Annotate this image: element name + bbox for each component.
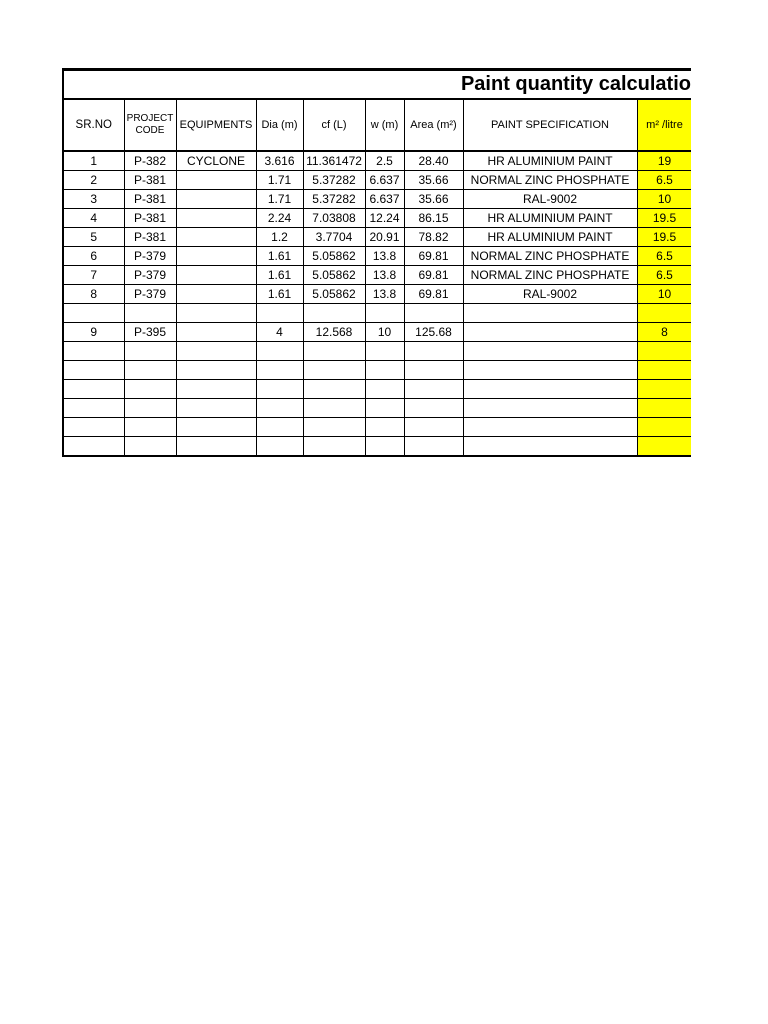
srno-cell[interactable]: 2 [63, 171, 124, 190]
table-row [63, 418, 691, 437]
cf-cell[interactable] [303, 380, 365, 399]
area-cell[interactable]: 35.66 [404, 190, 463, 209]
dia-cell[interactable] [256, 304, 303, 323]
table-row [63, 228, 691, 247]
title-row [62, 68, 691, 98]
srno-cell[interactable] [63, 380, 124, 399]
w-cell[interactable] [365, 399, 404, 418]
paint-spec-cell[interactable] [463, 361, 637, 380]
header-equipments[interactable]: EQUIPMENTS [176, 99, 256, 151]
srno-cell[interactable]: 9 [63, 323, 124, 342]
project-code-cell[interactable] [124, 418, 176, 437]
w-cell[interactable] [365, 380, 404, 399]
paint-spec-cell[interactable]: RAL-9002 [463, 285, 637, 304]
area-cell[interactable]: 69.81 [404, 285, 463, 304]
w-cell[interactable]: 13.8 [365, 266, 404, 285]
cf-cell[interactable]: 5.37282 [303, 190, 365, 209]
paint-spec-cell[interactable]: NORMAL ZINC PHOSPHATE [463, 171, 637, 190]
equipments-cell[interactable] [176, 342, 256, 361]
area-cell[interactable]: 28.40 [404, 151, 463, 171]
dia-cell[interactable] [256, 399, 303, 418]
m2-litre-cell[interactable] [637, 304, 691, 323]
project-code-cell[interactable] [124, 380, 176, 399]
cf-cell[interactable] [303, 399, 365, 418]
cf-cell[interactable]: 12.568 [303, 323, 365, 342]
srno-cell[interactable]: 1 [63, 151, 124, 171]
m2-litre-cell[interactable]: 6.5 [637, 171, 691, 190]
srno-cell[interactable]: 4 [63, 209, 124, 228]
header-dia[interactable]: Dia (m) [256, 99, 303, 151]
project-code-cell[interactable]: P-381 [124, 228, 176, 247]
equipments-cell[interactable] [176, 361, 256, 380]
srno-cell[interactable] [63, 399, 124, 418]
project-code-cell[interactable]: P-381 [124, 171, 176, 190]
m2-litre-cell[interactable] [637, 437, 691, 457]
project-code-cell[interactable]: P-382 [124, 151, 176, 171]
w-cell[interactable]: 13.8 [365, 285, 404, 304]
m2-litre-cell[interactable]: 6.5 [637, 247, 691, 266]
project-code-cell[interactable] [124, 437, 176, 457]
w-cell[interactable] [365, 304, 404, 323]
cf-cell[interactable]: 5.05862 [303, 247, 365, 266]
equipments-cell[interactable] [176, 285, 256, 304]
table-row [63, 380, 691, 399]
equipments-cell[interactable] [176, 266, 256, 285]
w-cell[interactable] [365, 437, 404, 457]
w-cell[interactable] [365, 418, 404, 437]
project-code-cell[interactable] [124, 399, 176, 418]
table-body [63, 151, 691, 456]
m2-litre-cell[interactable]: 6.5 [637, 266, 691, 285]
paint-spec-cell[interactable]: NORMAL ZINC PHOSPHATE [463, 266, 637, 285]
cf-cell[interactable] [303, 304, 365, 323]
dia-cell[interactable]: 1.71 [256, 171, 303, 190]
cf-cell[interactable]: 5.05862 [303, 285, 365, 304]
m2-litre-cell[interactable] [637, 361, 691, 380]
equipments-cell[interactable] [176, 323, 256, 342]
equipments-cell[interactable] [176, 380, 256, 399]
w-cell[interactable]: 12.24 [365, 209, 404, 228]
table-row [63, 304, 691, 323]
m2-litre-cell[interactable] [637, 399, 691, 418]
header-w[interactable]: w (m) [365, 99, 404, 151]
project-code-cell[interactable]: P-379 [124, 285, 176, 304]
srno-cell[interactable]: 5 [63, 228, 124, 247]
equipments-cell[interactable] [176, 190, 256, 209]
project-code-cell[interactable]: P-395 [124, 323, 176, 342]
table-row [63, 266, 691, 285]
header-row [63, 99, 691, 151]
equipments-cell[interactable]: CYCLONE [176, 151, 256, 171]
m2-litre-cell[interactable] [637, 342, 691, 361]
cf-cell[interactable] [303, 361, 365, 380]
w-cell[interactable]: 6.637 [365, 190, 404, 209]
table-row [63, 171, 691, 190]
cf-cell[interactable]: 11.361472 [303, 151, 365, 171]
area-cell[interactable]: 69.81 [404, 247, 463, 266]
cf-cell[interactable]: 5.37282 [303, 171, 365, 190]
paint-table [62, 98, 691, 457]
dia-cell[interactable] [256, 361, 303, 380]
equipments-cell[interactable] [176, 228, 256, 247]
project-code-cell[interactable] [124, 304, 176, 323]
paint-spec-cell[interactable]: HR ALUMINIUM PAINT [463, 209, 637, 228]
m2-litre-cell[interactable]: 10 [637, 190, 691, 209]
cf-cell[interactable] [303, 437, 365, 457]
area-cell[interactable]: 78.82 [404, 228, 463, 247]
srno-cell[interactable]: 8 [63, 285, 124, 304]
paint-spec-cell[interactable]: HR ALUMINIUM PAINT [463, 228, 637, 247]
table-row [63, 151, 691, 171]
cf-cell[interactable] [303, 418, 365, 437]
area-cell[interactable]: 35.66 [404, 171, 463, 190]
w-cell[interactable]: 20.91 [365, 228, 404, 247]
paint-spec-cell[interactable] [463, 342, 637, 361]
area-cell[interactable] [404, 437, 463, 457]
table-row [63, 285, 691, 304]
m2-litre-cell[interactable]: 10 [637, 285, 691, 304]
area-cell[interactable] [404, 399, 463, 418]
w-cell[interactable]: 10 [365, 323, 404, 342]
w-cell[interactable]: 6.637 [365, 171, 404, 190]
area-cell[interactable]: 86.15 [404, 209, 463, 228]
dia-cell[interactable]: 1.61 [256, 266, 303, 285]
equipments-cell[interactable] [176, 418, 256, 437]
header-project-code[interactable]: PROJECT CODE [124, 99, 176, 151]
dia-cell[interactable] [256, 437, 303, 457]
dia-cell[interactable]: 1.61 [256, 285, 303, 304]
w-cell[interactable]: 2.5 [365, 151, 404, 171]
dia-cell[interactable]: 3.616 [256, 151, 303, 171]
paint-spec-cell[interactable]: RAL-9002 [463, 190, 637, 209]
paint-spec-cell[interactable] [463, 380, 637, 399]
table-row [63, 323, 691, 342]
srno-cell[interactable] [63, 304, 124, 323]
table-row [63, 247, 691, 266]
equipments-cell[interactable] [176, 247, 256, 266]
equipments-cell[interactable] [176, 437, 256, 457]
area-cell[interactable]: 69.81 [404, 266, 463, 285]
paint-spec-cell[interactable] [463, 418, 637, 437]
equipments-cell[interactable] [176, 171, 256, 190]
paint-spec-cell[interactable]: NORMAL ZINC PHOSPHATE [463, 247, 637, 266]
area-cell[interactable]: 125.68 [404, 323, 463, 342]
srno-cell[interactable] [63, 437, 124, 457]
srno-cell[interactable]: 6 [63, 247, 124, 266]
w-cell[interactable]: 13.8 [365, 247, 404, 266]
w-cell[interactable] [365, 342, 404, 361]
spreadsheet [62, 68, 691, 461]
header-cf[interactable]: cf (L) [303, 99, 365, 151]
m2-litre-cell[interactable]: 19.5 [637, 228, 691, 247]
header-paint-spec[interactable]: PAINT SPECIFICATION [463, 99, 637, 151]
srno-cell[interactable]: 3 [63, 190, 124, 209]
table-row [63, 399, 691, 418]
paint-spec-cell[interactable]: HR ALUMINIUM PAINT [463, 151, 637, 171]
area-cell[interactable] [404, 361, 463, 380]
header-srno[interactable]: SR.NO [63, 99, 124, 151]
equipments-cell[interactable] [176, 209, 256, 228]
table-row [63, 190, 691, 209]
dia-cell[interactable]: 2.24 [256, 209, 303, 228]
dia-cell[interactable]: 1.71 [256, 190, 303, 209]
srno-cell[interactable]: 7 [63, 266, 124, 285]
m2-litre-cell[interactable]: 8 [637, 323, 691, 342]
cf-cell[interactable]: 3.7704 [303, 228, 365, 247]
sheet-title: Paint quantity calculatio [460, 73, 691, 95]
equipments-cell[interactable] [176, 399, 256, 418]
project-code-cell[interactable] [124, 342, 176, 361]
project-code-cell[interactable] [124, 361, 176, 380]
dia-cell[interactable] [256, 418, 303, 437]
header-m2-litre[interactable]: m² /litre [637, 99, 691, 151]
table-row [63, 361, 691, 380]
m2-litre-cell[interactable]: 19.5 [637, 209, 691, 228]
m2-litre-cell[interactable] [637, 380, 691, 399]
table-row [63, 342, 691, 361]
dia-cell[interactable]: 1.2 [256, 228, 303, 247]
paint-spec-cell[interactable] [463, 399, 637, 418]
project-code-cell[interactable]: P-381 [124, 190, 176, 209]
cf-cell[interactable] [303, 342, 365, 361]
m2-litre-cell[interactable]: 19 [637, 151, 691, 171]
area-cell[interactable] [404, 342, 463, 361]
paint-spec-cell[interactable] [463, 323, 637, 342]
srno-cell[interactable] [63, 418, 124, 437]
dia-cell[interactable]: 1.61 [256, 247, 303, 266]
dia-cell[interactable]: 4 [256, 323, 303, 342]
project-code-cell[interactable]: P-379 [124, 247, 176, 266]
paint-spec-cell[interactable] [463, 304, 637, 323]
header-area[interactable]: Area (m²) [404, 99, 463, 151]
cf-cell[interactable]: 7.03808 [303, 209, 365, 228]
srno-cell[interactable] [63, 342, 124, 361]
table-row [63, 209, 691, 228]
equipments-cell[interactable] [176, 304, 256, 323]
paint-spec-cell[interactable] [463, 437, 637, 457]
area-cell[interactable] [404, 380, 463, 399]
dia-cell[interactable] [256, 380, 303, 399]
cf-cell[interactable]: 5.05862 [303, 266, 365, 285]
srno-cell[interactable] [63, 361, 124, 380]
project-code-cell[interactable]: P-381 [124, 209, 176, 228]
m2-litre-cell[interactable] [637, 418, 691, 437]
dia-cell[interactable] [256, 342, 303, 361]
area-cell[interactable] [404, 304, 463, 323]
table-row [63, 437, 691, 457]
w-cell[interactable] [365, 361, 404, 380]
area-cell[interactable] [404, 418, 463, 437]
project-code-cell[interactable]: P-379 [124, 266, 176, 285]
